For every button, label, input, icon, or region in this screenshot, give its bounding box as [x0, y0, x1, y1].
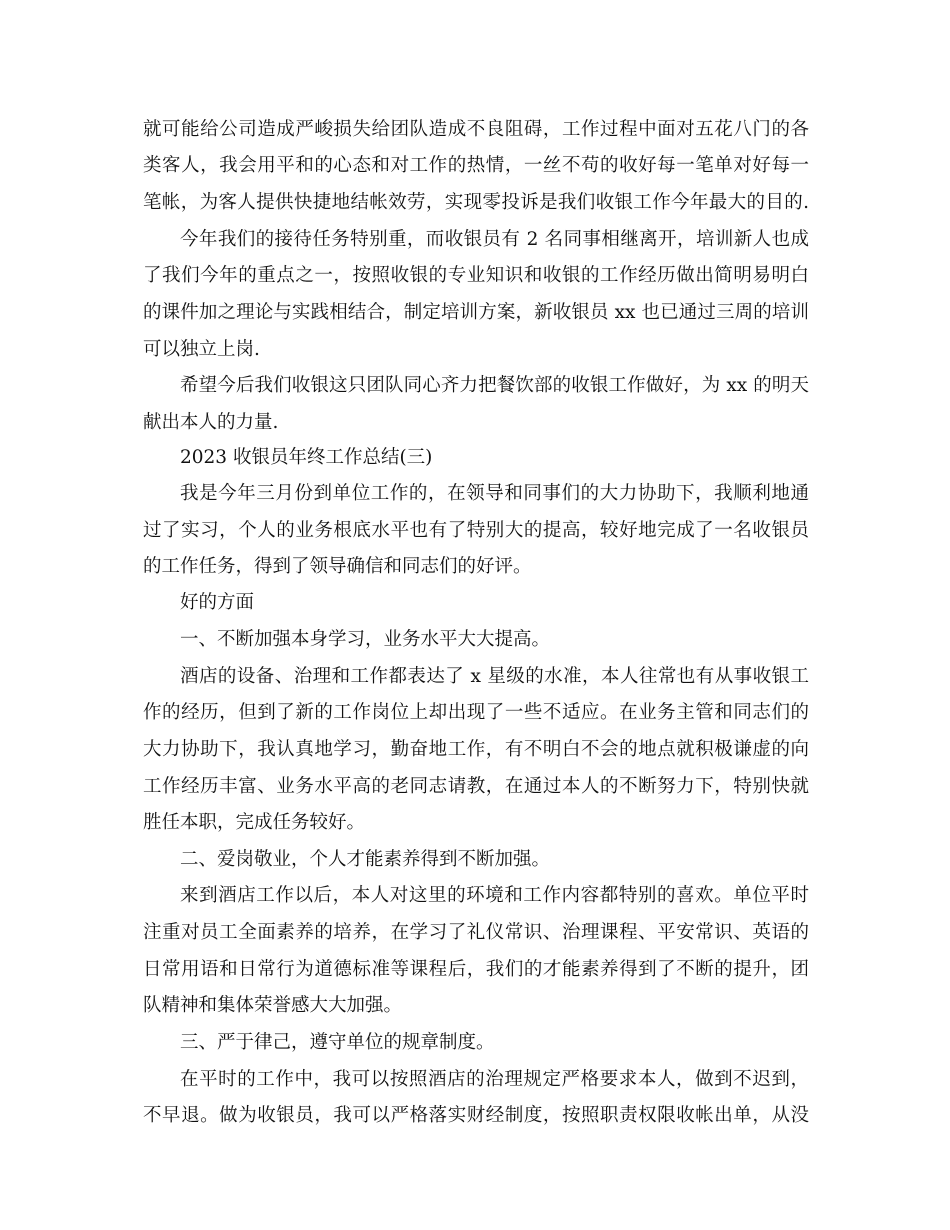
text-line: 可以独立上岗. — [143, 339, 260, 360]
text-line: 希望今后我们收银这只团队同心齐力把餐饮部的收银工作做好，为 xx 的明天 — [180, 375, 809, 396]
text-line: 就可能给公司造成严峻损失给团队造成不良阻碍，工作过程中面对五花八门的各 — [143, 119, 809, 140]
subheading: 一、不断加强本身学习，业务水平大大提高。 — [180, 629, 551, 650]
text-line: 类客人，我会用平和的心态和对工作的热情，一丝不苟的收好每一笔单对好每一 — [143, 155, 809, 176]
text-line: 来到酒店工作以后，本人对这里的环境和工作内容都特别的喜欢。单位平时 — [180, 885, 809, 906]
text-line: 胜任本职，完成任务较好。 — [143, 812, 366, 833]
text-line: 大力协助下，我认真地学习，勤奋地工作，有不明白不会的地点就积极谦虚的向 — [143, 739, 809, 760]
subheading: 三、严于律己，遵守单位的规章制度。 — [180, 1032, 495, 1053]
subheading: 好的方面 — [180, 592, 255, 613]
text-line: 献出本人的力量. — [143, 412, 279, 433]
text-line: 笔帐，为客人提供快捷地结帐效劳，实现零投诉是我们收银工作今年最大的目的. — [143, 192, 809, 213]
text-line: 了我们今年的重点之一，按照收银的专业知识和收银的工作经历做出简明易明白 — [143, 265, 809, 286]
text-line: 注重对员工全面素养的培养，在学习了礼仪常识、治理课程、平安常识、英语的 — [143, 922, 809, 943]
text-line: 作的经历，但到了新的工作岗位上却出现了一些不适应。在业务主管和同志们的 — [143, 702, 809, 723]
text-line: 的工作任务，得到了领导确信和同志们的好评。 — [143, 556, 532, 577]
subheading: 二、爱岗敬业，个人才能素养得到不断加强。 — [180, 849, 551, 870]
text-line: 今年我们的接待任务特别重，而收银员有 2 名同事相继离开，培训新人也成 — [180, 229, 809, 250]
text-line: 日常用语和日常行为道德标准等课程后，我们的才能素养得到了不断的提升，团 — [143, 959, 809, 980]
text-line: 在平时的工作中，我可以按照酒店的治理规定严格要求本人，做到不迟到， — [180, 1069, 809, 1090]
text-line: 过了实习，个人的业务根底水平也有了特别大的提高，较好地完成了一名收银员 — [143, 520, 809, 541]
text-line: 不早退。做为收银员，我可以严格落实财经制度，按照职责权限收帐出单，从没 — [143, 1105, 809, 1126]
text-line: 我是今年三月份到单位工作的，在领导和同事们的大力协助下，我顺利地通 — [180, 483, 809, 504]
section-title: 2023 收银员年终工作总结(三) — [180, 447, 433, 468]
text-line: 工作经历丰富、业务水平高的老同志请教，在通过本人的不断努力下，特别快就 — [143, 776, 809, 797]
text-line: 队精神和集体荣誉感大大加强。 — [143, 995, 403, 1016]
text-line: 酒店的设备、治理和工作都表达了 x 星级的水准，本人往常也有从事收银工 — [180, 666, 809, 687]
text-line: 的课件加之理论与实践相结合，制定培训方案，新收银员 xx 也已通过三周的培训 — [143, 302, 809, 323]
